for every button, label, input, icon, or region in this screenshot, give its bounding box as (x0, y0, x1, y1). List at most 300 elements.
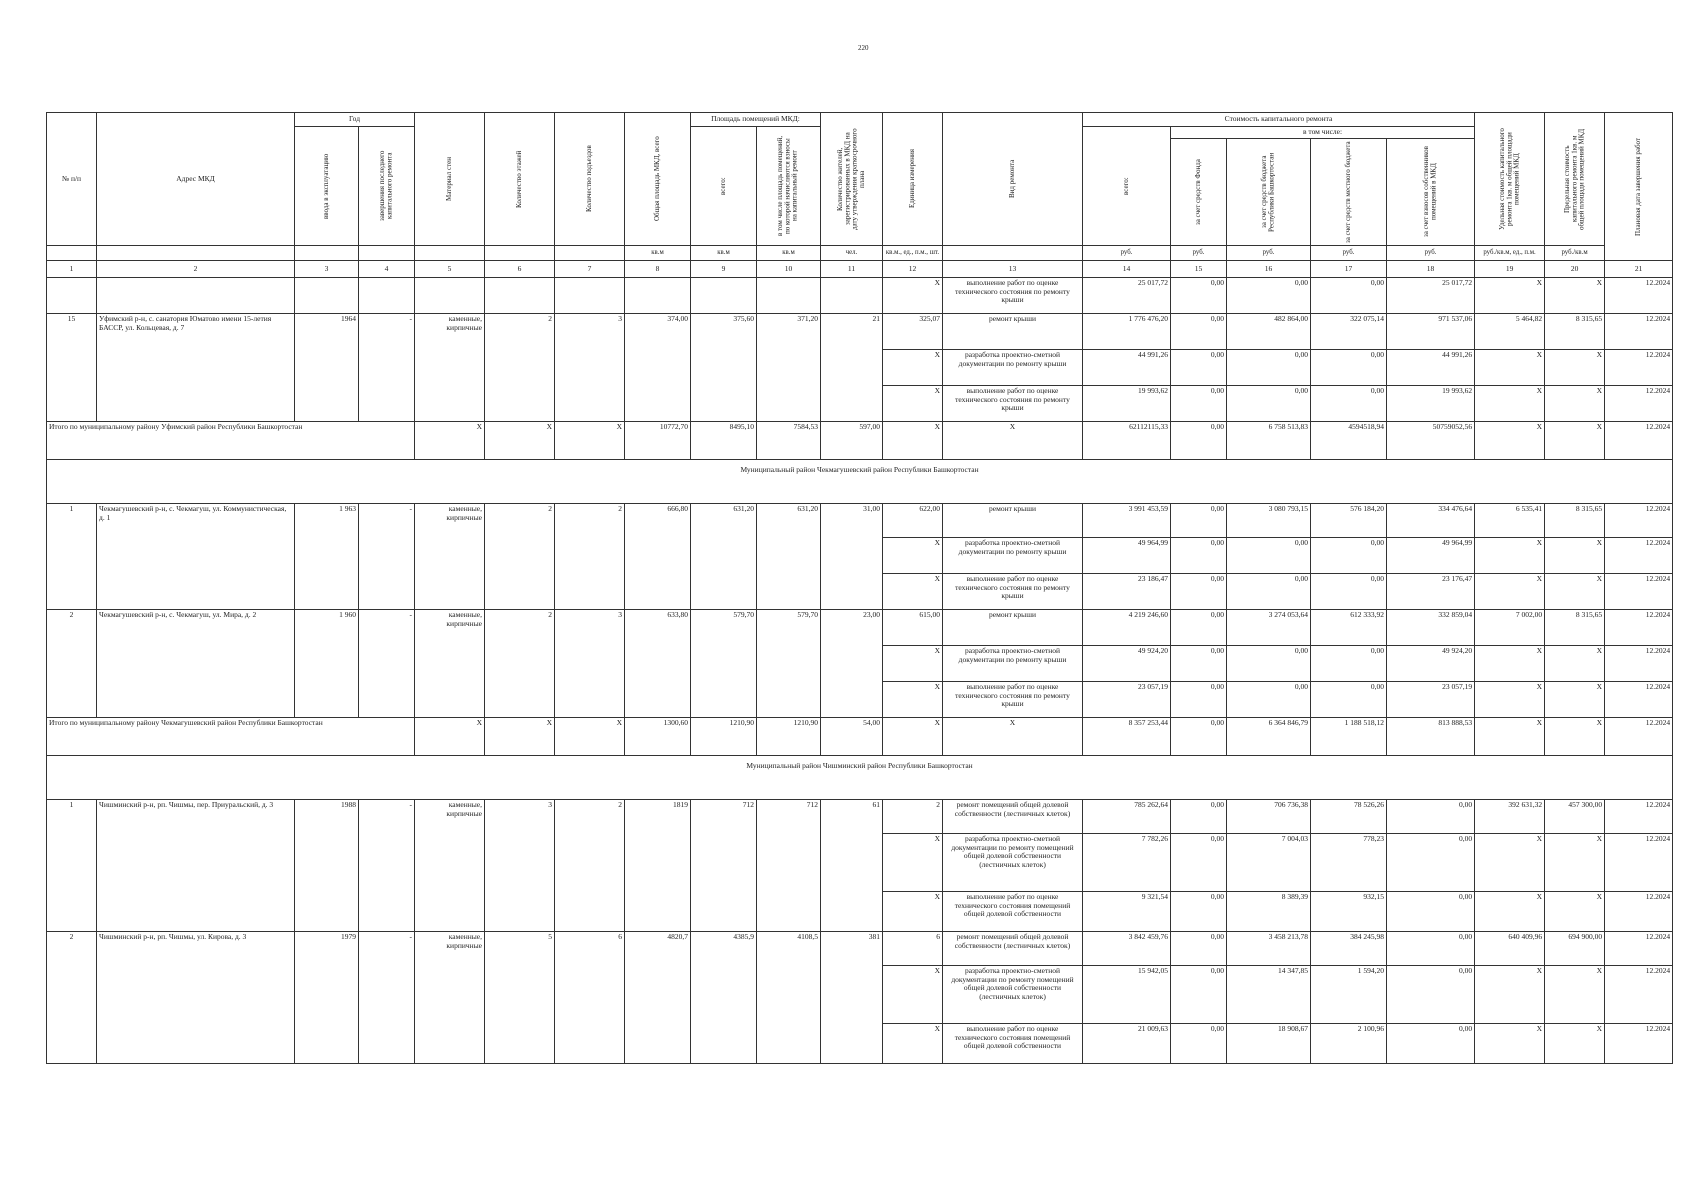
table-cell: X (883, 574, 943, 610)
table-cell: Итого по муниципальному району Уфимский район Республики Башкортостан (47, 422, 415, 460)
table-cell: ремонт помещений общей долевой собственности (лестничных клеток) (943, 932, 1083, 966)
table-cell: каменные, кирпичные (415, 314, 485, 422)
header-unit-cost: Удельная стоимость капитального ремонта 1кв. м общей площади помещений МКД (1497, 128, 1521, 230)
table-cell: 2 (97, 261, 295, 278)
table-cell: 23 057,19 (1083, 682, 1171, 718)
table-cell: 0,00 (1227, 538, 1311, 574)
table-cell: X (1545, 834, 1605, 892)
total-row (47, 718, 1673, 756)
table-cell: X (1545, 718, 1605, 756)
table-cell: 5 (485, 932, 555, 1064)
table-cell: 0,00 (1171, 386, 1227, 422)
table-cell: каменные, кирпичные (415, 610, 485, 718)
table-cell: 49 924,20 (1387, 646, 1475, 682)
table-cell: 8 (625, 261, 691, 278)
table-cell: X (1545, 966, 1605, 1024)
section-header-row (47, 460, 1673, 504)
table-cell: 2 (47, 932, 97, 1064)
table-cell: 15 942,05 (1083, 966, 1171, 1024)
table-cell: 0,00 (1387, 800, 1475, 834)
table-cell: X (1475, 350, 1545, 386)
capital-repair-table (46, 112, 1673, 1064)
header-cost-group: Стоимость капитального ремонта (1083, 113, 1475, 127)
table-cell: 631,20 (757, 504, 821, 610)
table-cell: 5 (415, 261, 485, 278)
table-cell: 0,00 (1387, 966, 1475, 1024)
table-cell: 12.2024 (1605, 682, 1673, 718)
table-cell: 0,00 (1311, 350, 1387, 386)
table-cell: 7 782,26 (1083, 834, 1171, 892)
table-cell: X (883, 834, 943, 892)
table-cell: X (883, 538, 943, 574)
table-cell: 2 (555, 504, 625, 610)
table-cell: 640 409,96 (1475, 932, 1545, 966)
table-cell: 16 (1227, 261, 1311, 278)
table-cell: 0,00 (1171, 966, 1227, 1024)
header-limit-cost: Предельная стоимость капитального ремонта 1кв. м общей площади помещений МКД (1562, 128, 1586, 230)
unit-cell: руб. (1387, 246, 1475, 261)
table-cell: 12.2024 (1605, 538, 1673, 574)
table-cell: 12.2024 (1605, 504, 1673, 538)
table-cell: 7584,53 (757, 422, 821, 460)
table-cell: 19 (1475, 261, 1545, 278)
header-unit: Единица измерения (907, 149, 916, 209)
table-cell: ремонт крыши (943, 314, 1083, 350)
table-cell: 0,00 (1171, 314, 1227, 350)
table-cell: X (1545, 278, 1605, 314)
table-cell: 622,00 (883, 504, 943, 538)
table-cell: 14 347,85 (1227, 966, 1311, 1024)
table-cell: X (1475, 386, 1545, 422)
header-area-all: всего: (718, 177, 727, 195)
table-cell: 392 631,32 (1475, 800, 1545, 834)
table-cell: 4594518,94 (1311, 422, 1387, 460)
table-cell: 3 (555, 314, 625, 422)
table-cell: 785 262,64 (1083, 800, 1171, 834)
table-cell: выполнение работ по оценке технического состояния по ремонту крыши (943, 574, 1083, 610)
table-cell: X (415, 422, 485, 460)
table-cell: 2 (485, 504, 555, 610)
table-cell: X (1545, 892, 1605, 932)
table-cell: 8 357 253,44 (1083, 718, 1171, 756)
table-cell: выполнение работ по оценке технического состояния помещений общей долевой собственности (943, 892, 1083, 932)
table-cell: 0,00 (1171, 538, 1227, 574)
table-cell: Чишминский р-н, рп. Чишмы, пер. Приуральский, д. 3 (97, 800, 295, 932)
table-cell: 23 176,47 (1387, 574, 1475, 610)
table-row (47, 278, 1673, 314)
table-cell: X (1545, 646, 1605, 682)
table-cell: 371,20 (757, 314, 821, 422)
table-cell: выполнение работ по оценке технического состояния по ремонту крыши (943, 386, 1083, 422)
table-cell: 1819 (625, 800, 691, 932)
table-cell: X (1475, 646, 1545, 682)
table-cell: 1 (47, 261, 97, 278)
table-cell: 375,60 (691, 314, 757, 422)
table-cell: 712 (757, 800, 821, 932)
table-cell: разработка проектно-сметной документации по ремонту крыши (943, 350, 1083, 386)
table-cell: - (359, 504, 415, 610)
table-cell: разработка проектно-сметной документации по ремонту помещений общей долевой собственности (лестничных клеток) (943, 834, 1083, 892)
table-cell: 0,00 (1227, 646, 1311, 682)
table-cell: 576 184,20 (1311, 504, 1387, 538)
table-cell: 21 009,63 (1083, 1024, 1171, 1064)
table-cell: 0,00 (1227, 574, 1311, 610)
table-cell: 4820,7 (625, 932, 691, 1064)
table-cell: X (1475, 278, 1545, 314)
table-cell: X (883, 966, 943, 1024)
table-cell: 0,00 (1387, 892, 1475, 932)
table-cell: 23 186,47 (1083, 574, 1171, 610)
table-cell: 579,70 (691, 610, 757, 718)
table-cell: 1988 (295, 800, 359, 932)
table-cell: 615,00 (883, 610, 943, 646)
table-cell: разработка проектно-сметной документации по ремонту помещений общей долевой собственности (лестничных клеток) (943, 966, 1083, 1024)
table-cell: 2 (555, 800, 625, 932)
table-cell: 0,00 (1311, 682, 1387, 718)
table-cell: 4108,5 (757, 932, 821, 1064)
table-cell: 49 924,20 (1083, 646, 1171, 682)
table-cell: 3 991 453,59 (1083, 504, 1171, 538)
table-cell: 0,00 (1227, 386, 1311, 422)
table-cell: 1 960 (295, 610, 359, 718)
table-cell: 3 (485, 800, 555, 932)
table-cell: 12.2024 (1605, 610, 1673, 646)
table-cell: 332 859,04 (1387, 610, 1475, 646)
table-cell: X (1545, 386, 1605, 422)
table-cell: 7 (555, 261, 625, 278)
unit-cell: руб. (1171, 246, 1227, 261)
unit-cell: руб. (1311, 246, 1387, 261)
table-cell: 0,00 (1227, 350, 1311, 386)
table-cell: 8 315,65 (1545, 314, 1605, 350)
table-cell: 9 321,54 (1083, 892, 1171, 932)
unit-cell: кв.м (625, 246, 691, 261)
table-cell: 1 188 518,12 (1311, 718, 1387, 756)
table-cell: 381 (821, 932, 883, 1064)
header-area-group: Площадь помещений МКД: (691, 113, 821, 127)
table-cell: 778,23 (1311, 834, 1387, 892)
table-cell: 1210,90 (757, 718, 821, 756)
table-cell: X (883, 646, 943, 682)
header-fund: за счет средств Фонда (1193, 159, 1202, 225)
table-cell: 31,00 (821, 504, 883, 610)
table-cell: 54,00 (821, 718, 883, 756)
table-cell: 0,00 (1171, 504, 1227, 538)
table-cell: 1 963 (295, 504, 359, 610)
table-cell: 0,00 (1171, 278, 1227, 314)
table-cell: 0,00 (1171, 350, 1227, 386)
table-cell: X (1475, 538, 1545, 574)
header-owners: за счет взносов собственников помещений в МКД (1422, 146, 1438, 238)
unit-cell: чел. (821, 246, 883, 261)
table-cell: X (883, 278, 943, 314)
table-cell: 10772,70 (625, 422, 691, 460)
table-cell: 12.2024 (1605, 800, 1673, 834)
table-row (47, 504, 1673, 538)
table-cell: Итого по муниципальному району Чекмагушевский район Республики Башкортостан (47, 718, 415, 756)
table-cell: 0,00 (1171, 682, 1227, 718)
table-cell: 712 (691, 800, 757, 932)
page-number: 220 (858, 44, 869, 52)
unit-cell: руб. (1227, 246, 1311, 261)
table-cell: Муниципальный район Чекмагушевский район Республики Башкортостан (47, 460, 1673, 504)
table-cell: 12.2024 (1605, 1024, 1673, 1064)
table-cell: 1 776 476,20 (1083, 314, 1171, 350)
table-cell: 44 991,26 (1083, 350, 1171, 386)
header-total-area: Общая площадь МКД, всего (652, 136, 661, 222)
table-cell: каменные, кирпичные (415, 932, 485, 1064)
table-cell: 13 (943, 261, 1083, 278)
table-cell: ремонт крыши (943, 610, 1083, 646)
table-cell: 4 (359, 261, 415, 278)
table-cell: 706 736,38 (1227, 800, 1311, 834)
table-cell: X (883, 1024, 943, 1064)
table-cell: 1 (47, 800, 97, 932)
table-cell: X (883, 718, 943, 756)
table-cell: 12.2024 (1605, 932, 1673, 966)
table-cell: 6 364 846,79 (1227, 718, 1311, 756)
table-cell: 1 594,20 (1311, 966, 1387, 1024)
table-cell: 12.2024 (1605, 574, 1673, 610)
table-cell: 374,00 (625, 314, 691, 422)
table-cell: X (1475, 966, 1545, 1024)
header-entrances: Количество подъездов (584, 145, 593, 213)
unit-cell: кв.м (757, 246, 821, 261)
table-cell: выполнение работ по оценке технического состояния по ремонту крыши (943, 682, 1083, 718)
table-cell: 0,00 (1311, 574, 1387, 610)
table-cell: 12.2024 (1605, 314, 1673, 350)
table-cell: Чекмагушевский р-н, с. Чекмагуш, ул. Коммунистическая, д. 1 (97, 504, 295, 610)
table-cell: 4 219 246,60 (1083, 610, 1171, 646)
table-cell: 322 075,14 (1311, 314, 1387, 350)
unit-cell: руб./кв.м, ед., п.м. (1475, 246, 1545, 261)
table-cell: 19 993,62 (1083, 386, 1171, 422)
header-republic: за счет средств бюджета Республики Башкортостан (1260, 152, 1276, 232)
table-cell: 2 (485, 314, 555, 422)
table-cell: 15 (1171, 261, 1227, 278)
table-row (47, 800, 1673, 834)
table-cell: X (1475, 892, 1545, 932)
table-cell: 3 (555, 610, 625, 718)
header-area-owned: в том числе площадь помещений, по которой начисляются взносы на капитальный ремонт (776, 135, 800, 237)
table-cell: разработка проектно-сметной документации по ремонту крыши (943, 538, 1083, 574)
table-cell: - (359, 314, 415, 422)
table-cell: 0,00 (1171, 800, 1227, 834)
table-cell: X (1475, 718, 1545, 756)
table-cell: 50759052,56 (1387, 422, 1475, 460)
table-cell: 612 333,92 (1311, 610, 1387, 646)
table-cell: 1964 (295, 314, 359, 422)
table-cell: 18 908,67 (1227, 1024, 1311, 1064)
table-cell: 14 (1083, 261, 1171, 278)
table-cell: 633,80 (625, 610, 691, 718)
table-cell: 1210,90 (691, 718, 757, 756)
table-cell: 23,00 (821, 610, 883, 718)
table-cell: 20 (1545, 261, 1605, 278)
table-cell: 482 864,00 (1227, 314, 1311, 350)
table-cell: каменные, кирпичные (415, 800, 485, 932)
table-cell: 8495,10 (691, 422, 757, 460)
table-row (47, 932, 1673, 966)
table-cell: 21 (1605, 261, 1673, 278)
table-cell: 25 017,72 (1387, 278, 1475, 314)
table-cell: 0,00 (1171, 892, 1227, 932)
table-cell: 4385,9 (691, 932, 757, 1064)
table-cell: 1 (47, 504, 97, 610)
table-cell: 0,00 (1171, 1024, 1227, 1064)
table-cell: 25 017,72 (1083, 278, 1171, 314)
table-cell: 813 888,53 (1387, 718, 1475, 756)
table-cell: выполнение работ по оценке технического состояния помещений общей долевой собственности (943, 1024, 1083, 1064)
table-cell: 0,00 (1171, 610, 1227, 646)
table-cell: 6 535,41 (1475, 504, 1545, 538)
table-cell: X (485, 422, 555, 460)
header-plan-date: Плановая дата завершения работ (1633, 137, 1642, 236)
table-cell: 19 993,62 (1387, 386, 1475, 422)
table-cell: 10 (757, 261, 821, 278)
header-local: за счет средств местного бюджета (1343, 141, 1352, 243)
table-cell: 971 537,06 (1387, 314, 1475, 350)
section-header-row (47, 756, 1673, 800)
table-cell: 0,00 (1171, 646, 1227, 682)
table-cell: 2 (883, 800, 943, 834)
total-row (47, 422, 1673, 460)
table-cell: 12.2024 (1605, 646, 1673, 682)
table-cell: 1979 (295, 932, 359, 1064)
header-year-commissioning: ввода в эксплуатацию (321, 153, 330, 219)
table-row (47, 314, 1673, 350)
capital-repair-table-wrapper (46, 112, 1672, 1080)
table-cell: 0,00 (1171, 422, 1227, 460)
unit-cell: кв.м., ед., п.м., шт. (883, 246, 943, 261)
table-cell: 0,00 (1311, 646, 1387, 682)
table-cell: ремонт помещений общей долевой собственности (лестничных клеток) (943, 800, 1083, 834)
table-cell: 1300,60 (625, 718, 691, 756)
table-cell: 2 100,96 (1311, 1024, 1387, 1064)
table-cell: X (1475, 1024, 1545, 1064)
table-cell: 3 274 053,64 (1227, 610, 1311, 646)
table-cell: 8 389,39 (1227, 892, 1311, 932)
table-row (47, 610, 1673, 646)
table-cell: 18 (1387, 261, 1475, 278)
table-cell: 17 (1311, 261, 1387, 278)
unit-cell: руб. (1083, 246, 1171, 261)
unit-cell: кв.м (691, 246, 757, 261)
unit-cell: руб./кв.м (1545, 246, 1605, 261)
table-cell: X (943, 718, 1083, 756)
table-cell: 21 (821, 314, 883, 422)
table-cell: 12.2024 (1605, 350, 1673, 386)
table-cell: 0,00 (1387, 834, 1475, 892)
table-cell: ремонт крыши (943, 504, 1083, 538)
table-cell: 44 991,26 (1387, 350, 1475, 386)
table-cell: 579,70 (757, 610, 821, 718)
table-cell: Чекмагушевский р-н, с. Чекмагуш, ул. Мира, д. 2 (97, 610, 295, 718)
table-cell: 7 004,03 (1227, 834, 1311, 892)
table-cell: - (359, 932, 415, 1064)
table-cell: 2 (485, 610, 555, 718)
table-cell: - (359, 610, 415, 718)
table-cell: X (943, 422, 1083, 460)
table-cell: X (1475, 682, 1545, 718)
table-cell: 334 476,64 (1387, 504, 1475, 538)
table-cell: 78 526,26 (1311, 800, 1387, 834)
table-cell: 5 464,82 (1475, 314, 1545, 350)
table-cell: 0,00 (1387, 1024, 1475, 1064)
table-cell: 325,07 (883, 314, 943, 350)
table-cell: X (883, 386, 943, 422)
table-cell: X (485, 718, 555, 756)
table-cell: X (883, 892, 943, 932)
header-residents: Количество жителей, зарегистрированных в МКД на дату утверждения краткосрочного плана (835, 128, 866, 230)
header-year-group: Год (295, 113, 415, 127)
table-cell: X (1545, 422, 1605, 460)
table-cell: 3 080 793,15 (1227, 504, 1311, 538)
table-cell: X (555, 718, 625, 756)
table-cell: 3 (295, 261, 359, 278)
table-cell: X (1545, 538, 1605, 574)
header-wall-material: Материал стен (444, 157, 453, 201)
table-cell: X (883, 422, 943, 460)
table-cell: 6 (485, 261, 555, 278)
table-cell: 9 (691, 261, 757, 278)
table-cell: 12.2024 (1605, 422, 1673, 460)
header-floors: Количество этажей (514, 150, 523, 208)
table-cell: X (883, 350, 943, 386)
table-cell: X (555, 422, 625, 460)
table-cell: 631,20 (691, 504, 757, 610)
table-cell: 12 (883, 261, 943, 278)
table-cell: 49 964,99 (1083, 538, 1171, 574)
table-cell: Муниципальный район Чишминский район Республики Башкортостан (47, 756, 1673, 800)
table-cell: Уфимский р-н, с. санатория Юматово имени 15-летия БАССР, ул. Кольцевая, д. 7 (97, 314, 295, 422)
table-cell: 0,00 (1171, 718, 1227, 756)
table-cell: X (1545, 350, 1605, 386)
table-cell: 0,00 (1387, 932, 1475, 966)
table-cell: 457 300,00 (1545, 800, 1605, 834)
header-num: № п/п (47, 113, 97, 246)
table-cell: X (1475, 834, 1545, 892)
table-cell: 12.2024 (1605, 718, 1673, 756)
table-cell: 62112115,33 (1083, 422, 1171, 460)
table-cell: X (883, 682, 943, 718)
table-cell: 2 (47, 610, 97, 718)
table-cell: X (415, 718, 485, 756)
table-cell: X (1545, 574, 1605, 610)
table-cell: 666,80 (625, 504, 691, 610)
table-cell: каменные, кирпичные (415, 504, 485, 610)
header-work-type: Вид ремонта (1007, 159, 1016, 199)
header-year-last-repair: завершения последнего капитального ремонта (378, 150, 394, 222)
table-cell: 15 (47, 314, 97, 422)
table-cell: 6 758 513,83 (1227, 422, 1311, 460)
column-number-row (47, 261, 1673, 278)
table-cell: X (1545, 1024, 1605, 1064)
table-cell: 12.2024 (1605, 834, 1673, 892)
table-cell: 8 315,65 (1545, 504, 1605, 538)
table-cell: 0,00 (1227, 278, 1311, 314)
table-cell: 0,00 (1227, 682, 1311, 718)
table-cell: 0,00 (1171, 834, 1227, 892)
table-cell: X (1545, 682, 1605, 718)
table-cell: 0,00 (1311, 386, 1387, 422)
table-cell: 12.2024 (1605, 278, 1673, 314)
table-cell: 11 (821, 261, 883, 278)
table-cell: 49 964,99 (1387, 538, 1475, 574)
table-cell: X (1475, 422, 1545, 460)
table-cell: разработка проектно-сметной документации по ремонту крыши (943, 646, 1083, 682)
header-cost-total: всего: (1121, 177, 1130, 195)
